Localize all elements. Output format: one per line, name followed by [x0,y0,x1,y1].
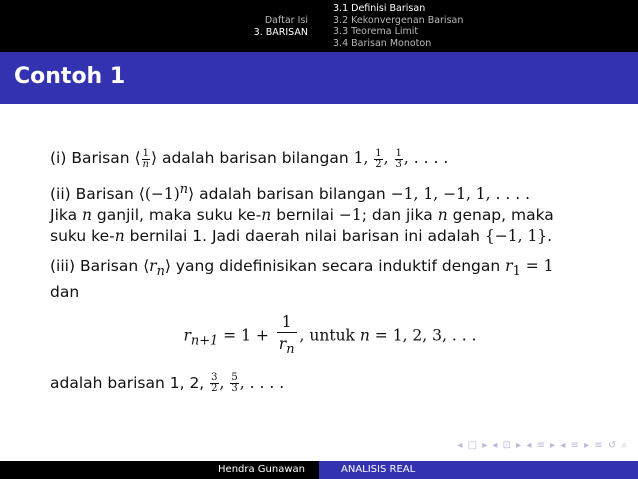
example-item-1 [50,148,590,170]
section-navigation [254,15,308,38]
example-item-3 [50,256,590,303]
item2-text-b: ganjil, maka suku ke- [92,205,262,224]
item3-mid: yang didefinisikan secara induktif dengan [170,256,506,275]
range-set: {−1, 1}. [484,226,553,245]
beamer-navigation-symbols[interactable]: ◂ □ ▸ ◂ ⊡ ▸ ◂ ≡ ▸ ◂ ≡ ▸ ≡ ↺ ⌕ [457,440,628,451]
subsection-link-1[interactable]: 3.1 Definisi Barisan [333,3,426,14]
example-item-3-closing: adalah barisan 1, 2, $\frac{3}{2}$ , $\frac{5}{3}$ , . . . . [50,372,285,395]
item2-text-a: Jika [50,205,83,224]
initial-condition: $r_1 = 1$ [505,256,554,279]
item2-text-d: ; dan jika [361,205,438,224]
frame-title: Contoh 1 [14,64,126,89]
toc-link[interactable]: Daftar Isi [264,15,308,26]
item2-sequence: −1, 1, −1, 1, . . . . [390,184,531,203]
fraction: $\frac{1}{n}$ [142,147,149,170]
item2-text-f: bernilai 1. Jadi daerah nilai barisan ini adalah [124,226,485,245]
item2-prefix: (ii) Barisan [50,184,139,203]
item1-prefix: (i) Barisan [50,149,135,167]
footer-author: Hendra Gunawan [218,464,305,475]
item3-prefix: (iii) Barisan [50,256,144,275]
example-item-2: (ii) Barisan $⟨(-1)^n⟩$ adalah barisan bilangan −1, 1, −1, 1, . . . . Jika n ganjil, maka suku ke-n bernilai −1; dan jika n genap, maka suku ke-n bernilai 1. Jadi daerah nilai barisan ini adalah {−1, 1}. [50,181,554,245]
item2-text-e: genap, maka suku ke- [50,205,554,245]
item1-mid: adalah barisan bilangan [157,149,354,167]
slide-content [50,148,590,403]
subsection-link-2[interactable]: 3.2 Kekonvergenan Barisan [333,14,464,26]
frame-title-bar [0,52,638,104]
top-navigation-bar [0,0,638,52]
current-section-link[interactable]: 3. BARISAN [253,26,308,38]
item1-sequence: 1, $\frac{1}{2}$ , $\frac{1}{3}$ , . . . . [353,147,449,170]
item2-text-c: bernilai [271,205,339,224]
footer-author-bar [0,461,319,479]
subsection-link-3[interactable]: 3.3 Teorema Limit [333,26,419,37]
subsection-link-4[interactable]: 3.4 Barisan Monoton [333,37,432,49]
recursive-sequence-notation: $⟨r_n⟩$ [143,256,171,279]
sequence-notation: ⟨ $\frac{1}{n}$ ⟩ [134,147,158,170]
item3-dan: dan [50,282,80,301]
alternating-sequence-notation: $⟨(-1)^n⟩$ [138,181,195,203]
footer-course: ANALISIS REAL [341,464,416,475]
footer-course-bar [319,461,638,479]
subsection-list [333,3,463,49]
recursion-equation: $r_{n+1} = 1$ + $\frac{1}{r_n}$ , untuk n = 1, 2, 3, . . . [50,312,590,361]
item2-mid: adalah barisan bilangan [194,184,391,203]
recursion-fraction: $\frac{1}{r_n}$ [278,312,295,357]
